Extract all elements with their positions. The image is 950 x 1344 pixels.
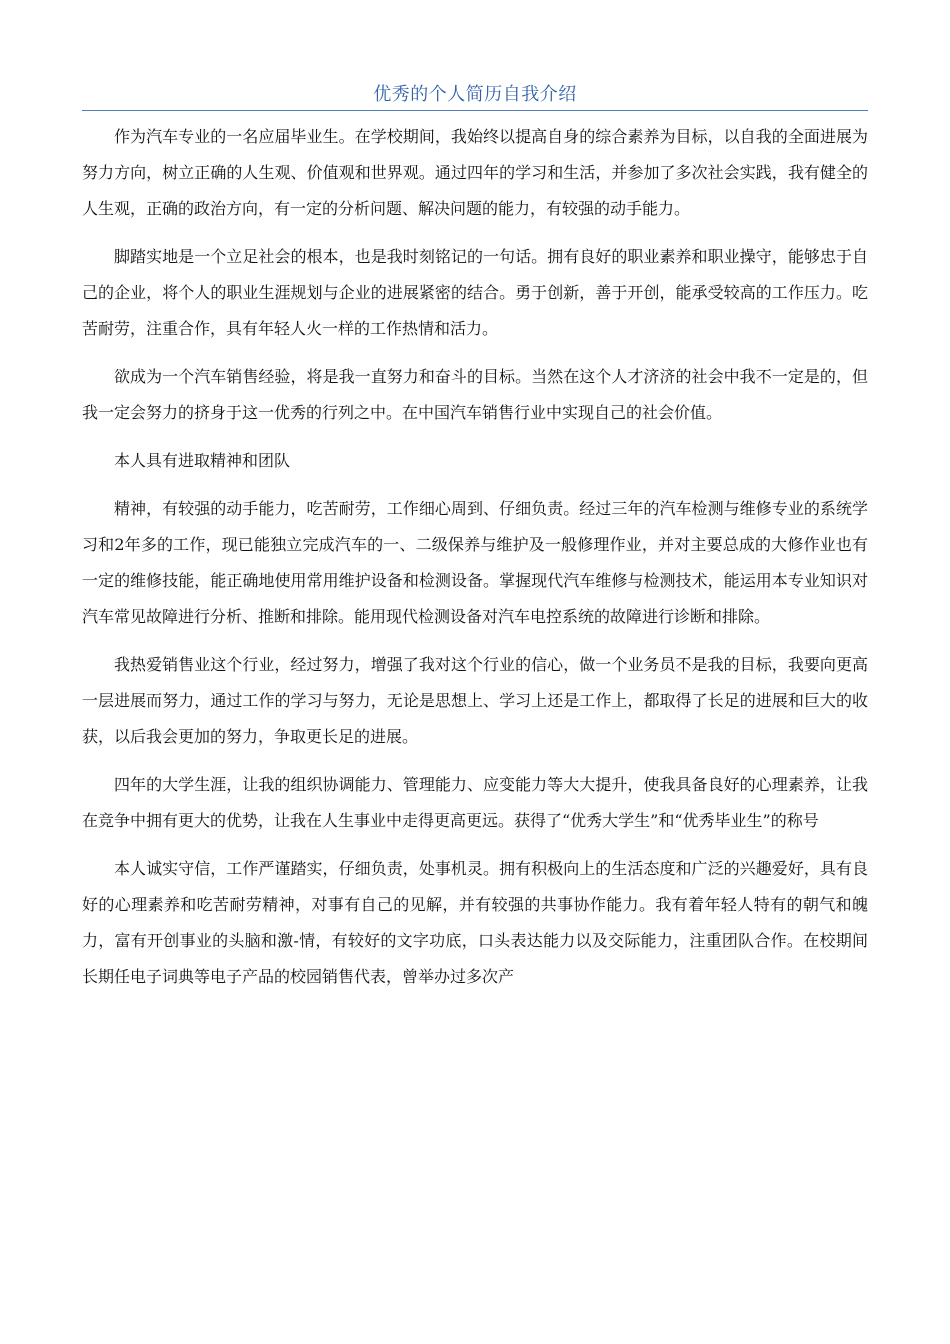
page-title: 优秀的个人简历自我介绍: [373, 84, 577, 105]
paragraph-7: 四年的大学生涯，让我的组织协调能力、管理能力、应变能力等大大提升，使我具备良好的心理素养，让我在竞争中拥有更大的优势，让我在人生事业中走得更高更远。获得了“优秀大学生”和“优秀毕业生”的称号: [82, 775, 868, 830]
paragraph-2: 脚踏实地是一个立足社会的根本，也是我时刻铭记的一句话。拥有良好的职业素养和职业操守，能够忠于自己的企业，将个人的职业生涯规划与企业的进展紧密的结合。勇于创新，善于开创，能承受较高的工作压力。吃苦耐劳，注重合作，具有年轻人火一样的工作热情和活力。: [82, 247, 868, 338]
paragraph-8: 本人诚实守信，工作严谨踏实，仔细负责，处事机灵。拥有积极向上的生活态度和广泛的兴趣爱好，具有良好的心理素养和吃苦耐劳精神，对事有自己的见解，并有较强的共事协作能力。我有着年轻人特有的朝气和魄力，富有开创事业的头脑和激-情，有较好的文字功底，口头表达能力以及交际能力，注重团队合作。在校期间长期任电子词典等电子产品的校园销售代表，曾举办过多次产: [82, 859, 868, 986]
paragraph-4: 本人具有进取精神和团队: [114, 451, 291, 470]
paragraph-5: 精神，有较强的动手能力，吃苦耐劳，工作细心周到、仔细负责。经过三年的汽车检测与维修专业的系统学习和2年多的工作，现已能独立完成汽车的一、二级保养与维护及一般修理作业，并对主要总成的大修作业也有一定的维修技能，能正确地使用常用维护设备和检测设备。掌握现代汽车维修与检测技术，能运用本专业知识对汽车常见故障进行分析、推断和排除。能用现代检测设备对汽车电控系统的故障进行诊断和排除。: [82, 499, 868, 626]
page-header: [82, 82, 868, 111]
paragraph-6: 我热爱销售业这个行业，经过努力，增强了我对这个行业的信心，做一个业务员不是我的目标，我要向更高一层进展而努力，通过工作的学习与努力，无论是思想上、学习上还是工作上，都取得了长足的进展和巨大的收获，以后我会更加的努力，争取更长足的进展。: [82, 655, 868, 746]
document-body: [82, 119, 868, 1007]
paragraph-1: 作为汽车专业的一名应届毕业生。在学校期间，我始终以提高自身的综合素养为目标，以自我的全面进展为努力方向，树立正确的人生观、价值观和世界观。通过四年的学习和生活，并参加了多次社会实践，我有健全的人生观，正确的政治方向，有一定的分析问题、解决问题的能力，有较强的动手能力。: [82, 127, 868, 218]
paragraph-3: 欲成为一个汽车销售经验，将是我一直努力和奋斗的目标。当然在这个人才济济的社会中我不一定是的，但我一定会努力的挤身于这一优秀的行列之中。在中国汽车销售行业中实现自己的社会价值。: [82, 367, 868, 422]
